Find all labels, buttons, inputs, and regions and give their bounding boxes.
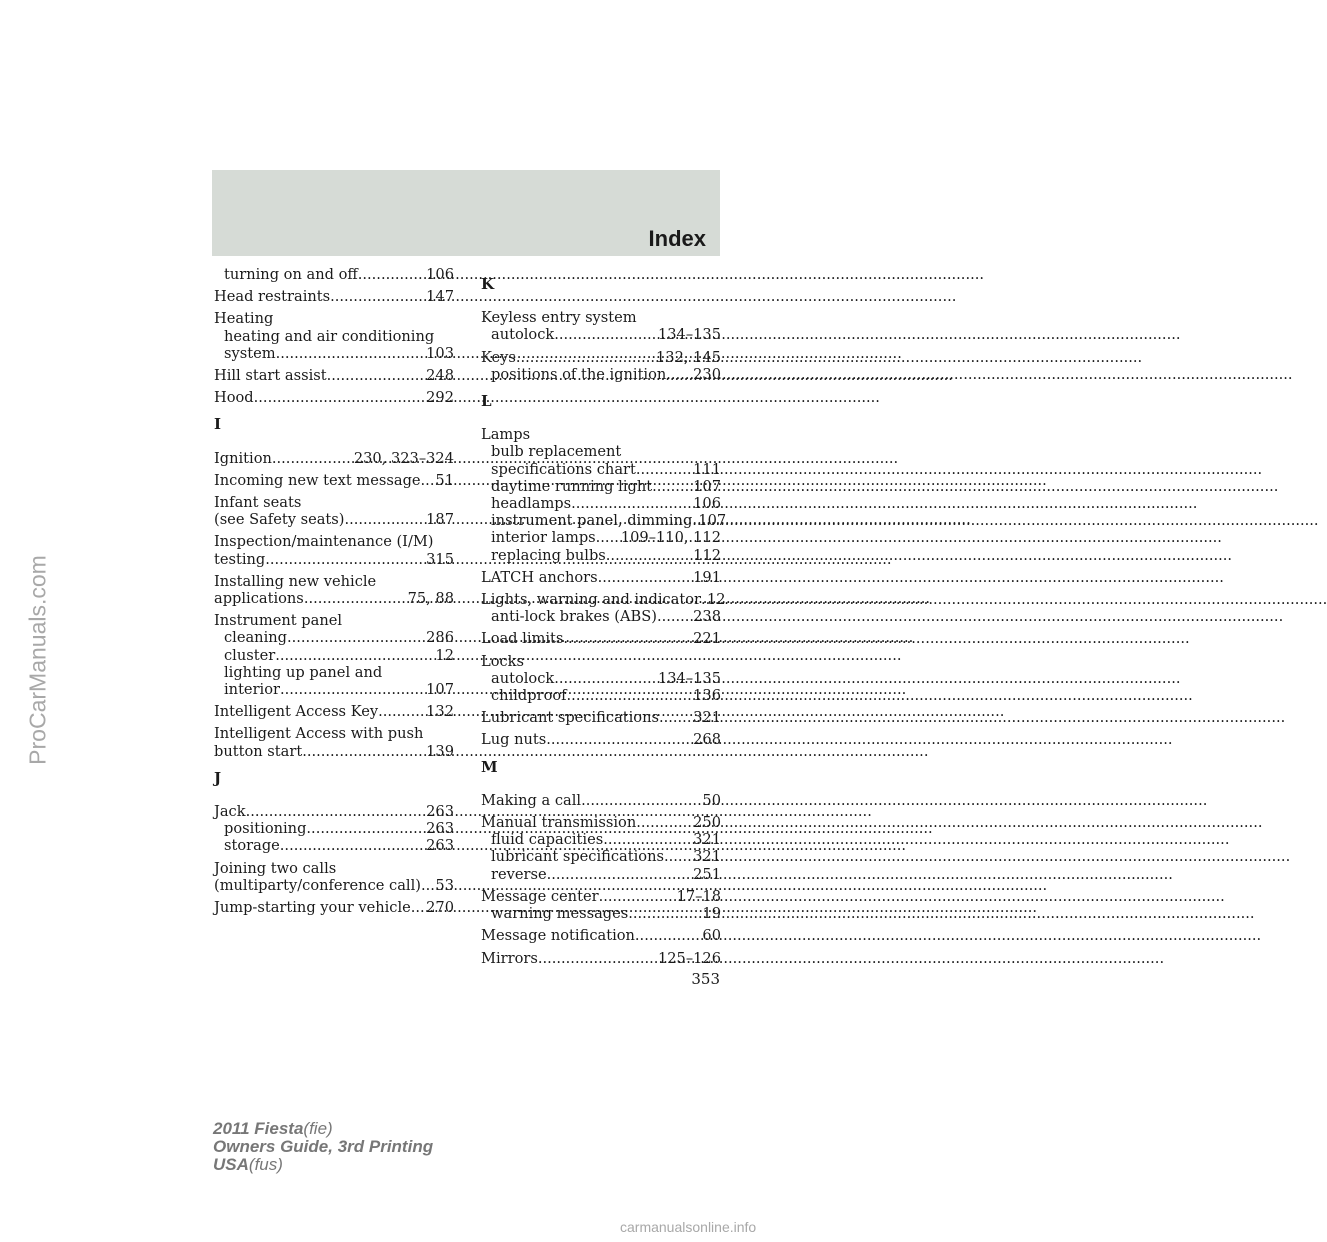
dot-leader <box>636 461 693 478</box>
index-entry-line <box>214 877 454 894</box>
side-watermark <box>8 510 68 810</box>
dot-leader <box>603 831 693 848</box>
index-entry <box>481 792 721 809</box>
entry-text: interior <box>224 681 280 699</box>
dot-leader <box>596 529 621 546</box>
index-entry-line <box>481 731 721 748</box>
dot-leader <box>306 820 426 837</box>
index-entry <box>214 472 454 489</box>
index-entry-line <box>481 309 721 326</box>
entry-text: Jack <box>214 803 246 821</box>
index-entry-line <box>214 533 454 550</box>
index-subentry-line <box>481 547 721 564</box>
page-reference: 292 <box>426 389 454 407</box>
index-entry-line <box>481 792 721 809</box>
entry-text: Locks <box>481 652 524 670</box>
page-reference: 106 <box>426 266 454 283</box>
entry-text: positions of the ignition <box>491 365 667 383</box>
index-entry-line <box>214 389 454 406</box>
dot-leader <box>546 731 693 748</box>
index-entry-line <box>481 927 721 944</box>
page-reference: 132, 145 <box>656 348 721 366</box>
dot-leader <box>666 366 693 383</box>
entry-text: reverse <box>491 865 547 883</box>
index-entry <box>481 653 721 705</box>
index-subentry-line <box>481 831 721 848</box>
page-reference: 60 <box>702 927 721 945</box>
footer-model-code: (fie) <box>303 1119 333 1138</box>
index-entry-line <box>214 803 454 820</box>
entry-text: testing <box>214 550 266 568</box>
entry-text: specifications chart <box>491 460 636 478</box>
page-reference: 315 <box>426 550 454 568</box>
dot-leader <box>606 547 693 564</box>
index-entry-line <box>214 472 454 489</box>
bottom-watermark: carmanualsonline.info <box>620 1219 757 1235</box>
index-entry <box>214 725 454 759</box>
index-entry <box>481 888 721 922</box>
page-reference: 12 <box>707 591 726 609</box>
page-reference: 230 <box>693 365 721 383</box>
index-subentry-line <box>214 664 454 681</box>
dot-leader <box>287 629 426 646</box>
section-title: Index <box>648 226 706 251</box>
index-subentry-line <box>214 681 454 698</box>
dot-leader <box>280 837 426 854</box>
entry-text: bulb replacement <box>491 443 622 461</box>
dot-leader <box>280 681 426 698</box>
entry-text: Intelligent Access with push <box>214 725 424 743</box>
entry-text: Manual transmission <box>481 814 637 832</box>
dot-leader <box>538 950 658 967</box>
page-reference: 112 <box>693 546 721 564</box>
index-letter-heading: I <box>214 415 222 434</box>
index-entry <box>481 630 721 647</box>
index-entry <box>214 310 454 362</box>
index-entry-line <box>214 310 454 327</box>
index-entry-line <box>481 888 721 905</box>
entry-text: childproof <box>491 687 567 705</box>
index-entry <box>214 389 454 406</box>
entry-text: fluid capacities <box>491 831 604 849</box>
index-entry <box>214 533 454 567</box>
index-entry <box>481 426 727 564</box>
entry-text: Load limits <box>481 630 564 648</box>
page-reference: 263 <box>426 803 454 821</box>
index-entry-line <box>214 450 454 467</box>
index-subentry-line <box>481 905 721 922</box>
entry-text: Lug nuts <box>481 731 547 749</box>
index-entry-line <box>214 612 454 629</box>
index-subentry-line <box>481 687 721 704</box>
dot-leader <box>254 389 426 406</box>
dot-leader <box>246 803 427 820</box>
index-entry-line <box>214 743 454 760</box>
entry-text: daytime running light <box>491 477 653 495</box>
footer-line-3 <box>213 1156 433 1174</box>
entry-text: button start <box>214 742 303 760</box>
index-entry <box>214 860 454 894</box>
side-watermark-text: ProCarManuals.com <box>24 555 51 765</box>
index-subentry-line <box>214 328 454 345</box>
index-letter-heading: K <box>481 275 495 293</box>
index-entry-line <box>214 367 454 384</box>
dot-leader <box>272 450 354 467</box>
index-entry-line <box>214 288 454 305</box>
index-entry <box>481 814 721 883</box>
dot-leader <box>636 814 693 831</box>
index-subentry-line <box>481 461 721 478</box>
page-reference: 250 <box>693 814 721 832</box>
entry-text: anti-lock brakes (ABS) <box>491 608 657 626</box>
index-entry-line <box>214 899 454 916</box>
dot-leader <box>421 877 435 894</box>
footer-market: USA <box>213 1155 249 1174</box>
index-entry <box>214 612 454 698</box>
index-entry-line <box>481 950 721 967</box>
entry-text: Inspection/maintenance (I/M) <box>214 533 434 551</box>
page-reference: 106 <box>693 495 721 513</box>
page-reference: 17–18 <box>676 887 721 905</box>
entry-text: Installing new vehicle <box>214 572 377 590</box>
page-reference: 263 <box>426 820 454 838</box>
entry-text: Keyless entry system <box>481 309 637 327</box>
page-reference: 107 <box>426 681 454 699</box>
entry-text: Infant seats <box>214 494 302 512</box>
dot-leader <box>664 848 693 865</box>
page-reference: 136 <box>693 687 721 705</box>
index-subentry-line <box>481 529 721 546</box>
index-subentry-line <box>214 629 454 646</box>
entry-text: Incoming new text message <box>214 471 421 489</box>
footer <box>213 1120 433 1174</box>
dot-leader <box>554 670 658 687</box>
entry-text: Heating <box>214 310 274 328</box>
page-reference: 238 <box>693 608 721 626</box>
index-entry-line <box>481 814 721 831</box>
entry-text: Lights, warning and indicator <box>481 591 702 609</box>
index-entry-line <box>214 551 454 568</box>
dot-leader <box>598 569 694 586</box>
entry-text: Instrument panel <box>214 612 343 630</box>
index-subentry-line <box>481 366 721 383</box>
index-entry-line <box>214 725 454 742</box>
index-entry <box>214 703 454 720</box>
dot-leader <box>652 478 693 495</box>
index-subentry-line <box>214 266 454 283</box>
dot-leader <box>554 326 658 343</box>
page-reference: 125–126 <box>657 949 721 967</box>
index-entry-line <box>214 703 454 720</box>
index-subentry-line <box>481 608 721 625</box>
index-entry <box>481 950 721 967</box>
index-letter-heading: M <box>481 757 498 776</box>
index-entry-line <box>214 511 454 528</box>
dot-leader <box>635 927 703 944</box>
index-entry-line <box>481 426 721 443</box>
index-entry <box>214 494 454 528</box>
index-entry <box>214 899 454 916</box>
index-entry <box>481 709 721 726</box>
page-reference: 134–135 <box>657 669 721 687</box>
page-reference: 321 <box>693 709 721 727</box>
dot-leader <box>265 551 426 568</box>
index-subentry-line <box>481 495 721 512</box>
entry-text: positioning <box>224 820 307 838</box>
entry-text: Message center <box>481 887 599 905</box>
entry-text: Hood <box>214 389 254 407</box>
page-reference: 187 <box>426 511 454 529</box>
entry-text: Keys <box>481 348 516 366</box>
entry-text: heating and air conditioning <box>224 327 435 345</box>
index-entry-line <box>481 349 721 366</box>
footer-model: 2011 Fiesta <box>213 1119 304 1138</box>
page-reference: 107 <box>693 477 721 495</box>
dot-leader <box>330 288 426 305</box>
index-column-right <box>481 266 727 972</box>
page-reference: 53 <box>435 876 454 894</box>
page-reference: 50 <box>702 791 721 809</box>
dot-leader <box>657 608 693 625</box>
entry-text: (see Safety seats) <box>214 511 345 529</box>
index-entry <box>214 450 454 467</box>
entry-text: lubricant specifications <box>491 848 664 866</box>
index-entry <box>214 367 454 384</box>
index-entry-line <box>481 709 721 726</box>
entry-text: warning messages <box>491 905 629 923</box>
index-entry-line <box>481 569 721 586</box>
entry-text: Making a call <box>481 791 582 809</box>
index-entry-line <box>214 860 454 877</box>
dot-leader <box>516 349 656 366</box>
page-reference: 248 <box>426 367 454 385</box>
page-reference: 19 <box>702 905 721 923</box>
index-subentry-line <box>481 443 721 460</box>
dot-leader <box>275 647 435 664</box>
index-subentry-line <box>214 820 454 837</box>
page-reference: 111 <box>693 460 721 478</box>
dot-leader <box>628 905 702 922</box>
dot-leader <box>358 266 426 283</box>
entry-text: Ignition <box>214 449 272 467</box>
entry-text: (multiparty/conference call) <box>214 876 421 894</box>
dot-leader <box>344 511 426 528</box>
dot-leader <box>659 709 693 726</box>
page-reference: 75, 88 <box>407 590 454 608</box>
index-letter-heading: L <box>481 392 492 411</box>
header-band <box>212 170 720 256</box>
page-reference: 191 <box>693 568 721 586</box>
entry-text: lighting up panel and <box>224 663 383 681</box>
entry-text: Jump-starting your vehicle <box>214 899 411 917</box>
dot-leader <box>378 703 426 720</box>
entry-text: storage <box>224 837 280 855</box>
dot-leader <box>421 472 436 489</box>
entry-text: autolock <box>491 669 555 687</box>
page-reference: 147 <box>426 288 454 306</box>
index-subentry-line <box>214 647 454 664</box>
dot-leader <box>302 743 426 760</box>
page-reference: 321 <box>693 831 721 849</box>
dot-leader <box>276 345 427 362</box>
page-reference: 51 <box>435 471 454 489</box>
index-subentry-line <box>214 837 454 854</box>
page-reference: 139 <box>426 742 454 760</box>
entry-text: Mirrors <box>481 949 538 967</box>
index-subentry-line <box>481 670 721 687</box>
entry-text: instrument panel, dimming <box>491 512 693 530</box>
index-subentry-line <box>481 512 727 530</box>
dot-leader <box>327 367 427 384</box>
entry-text: turning on and off <box>224 266 358 283</box>
index-entry <box>481 349 721 383</box>
index-entry-line <box>481 653 721 670</box>
page-reference: 263 <box>426 837 454 855</box>
index-entry-line <box>214 590 454 607</box>
page-reference: 268 <box>693 731 721 749</box>
entry-text: Message notification <box>481 927 635 945</box>
page-reference: 286 <box>426 629 454 647</box>
entry-text: autolock <box>491 326 555 344</box>
entry-text: replacing bulbs <box>491 546 606 564</box>
page-reference: 132 <box>426 703 454 721</box>
entry-text: system <box>224 344 276 362</box>
page-reference: 107 <box>698 512 727 530</box>
page-number: 353 <box>691 970 720 988</box>
entry-text: cluster <box>224 646 276 664</box>
page-reference: 321 <box>693 848 721 866</box>
index-entry <box>214 288 454 305</box>
index-letter-heading: J <box>214 768 222 787</box>
index-entry <box>214 266 454 283</box>
footer-line-1 <box>213 1120 433 1138</box>
page-reference: 12 <box>435 646 454 664</box>
entry-text: Joining two calls <box>214 859 337 877</box>
page-reference: 134–135 <box>657 326 721 344</box>
page-reference: 270 <box>426 899 454 917</box>
page-reference: 103 <box>426 344 454 362</box>
entry-text: Hill start assist <box>214 367 327 385</box>
entry-text: LATCH anchors <box>481 568 598 586</box>
dot-leader <box>567 687 694 704</box>
index-entry <box>481 309 721 343</box>
dot-leader <box>547 866 694 883</box>
index-subentry-line <box>214 345 454 362</box>
index-subentry-line <box>481 326 721 343</box>
page-reference: 251 <box>693 865 721 883</box>
dot-leader <box>411 899 426 916</box>
page-reference: 221 <box>693 630 721 648</box>
index-entry <box>481 569 721 586</box>
dot-leader <box>581 792 702 809</box>
footer-market-code: (fus) <box>248 1155 283 1174</box>
entry-text: cleaning <box>224 629 287 647</box>
entry-text: Intelligent Access Key <box>214 703 379 721</box>
entry-text: applications <box>214 590 304 608</box>
index-entry-line <box>214 573 454 590</box>
index-entry-line <box>481 591 726 609</box>
index-entry <box>214 803 454 855</box>
entry-text: Lamps <box>481 426 531 444</box>
footer-line-2: Owners Guide, 3rd Printing <box>213 1137 434 1156</box>
index-column-left <box>214 266 454 921</box>
dot-leader <box>563 630 693 647</box>
index-subentry-line <box>481 866 721 883</box>
index-entry <box>481 731 721 748</box>
index-entry-line <box>214 494 454 511</box>
index-entry-line <box>481 630 721 647</box>
entry-text: Head restraints <box>214 288 331 306</box>
entry-text: headlamps <box>491 495 572 513</box>
page-reference: 230, 323–324 <box>353 449 454 467</box>
entry-text: interior lamps <box>491 529 596 547</box>
index-subentry-line <box>481 478 721 495</box>
index-entry <box>214 573 454 607</box>
dot-leader <box>571 495 693 512</box>
dot-leader <box>599 888 677 905</box>
index-entry <box>481 591 726 626</box>
entry-text: Lubricant specifications <box>481 709 659 727</box>
page-reference: 109–110, 112 <box>620 529 721 547</box>
index-subentry-line <box>481 848 721 865</box>
index-entry <box>481 927 721 944</box>
dot-leader <box>304 590 408 607</box>
